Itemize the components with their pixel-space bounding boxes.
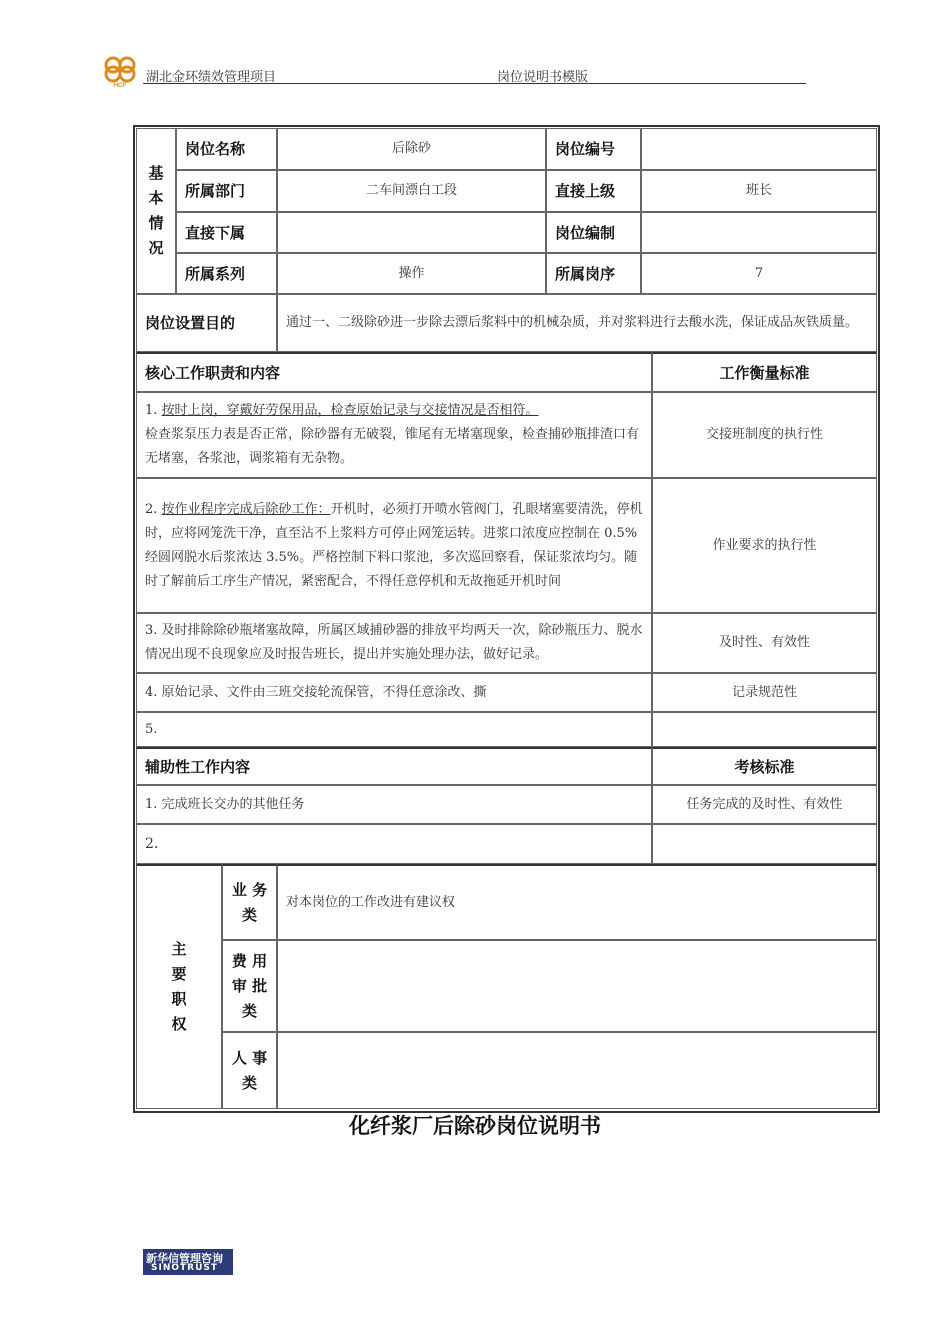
rank-label: 所属岗序	[546, 253, 641, 294]
core-item-2-body: 开机时，必须打开喷水管阀门，孔眼堵塞要清洗，停机时，应将网笼洗干净，直至沾不上浆料方可停止网笼运转。进浆口浓度应控制在 0.5%经圆网脱水后浆浓达 3.5%。严格控制下料口浆池，多次巡回察看，保证浆浓均匀。随时了解前后工序生产情况，紧密配合，不得任意停机和无故拖延开机时间	[145, 501, 643, 589]
series-label: 所属系列	[176, 253, 277, 294]
position-code-value	[641, 128, 877, 170]
sinotrust-logo	[143, 1249, 233, 1275]
core-item-1: 1. 按时上岗，穿戴好劳保用品，检查原始记录与交接情况是否相符。 检查浆泵压力表是否正常，除砂器有无破裂，锥尾有无堵塞现象，检查捕砂瓶排渣口有无堵塞，各浆池，调浆箱有无杂物。	[136, 392, 652, 478]
position-name-value: 后除砂	[277, 128, 546, 170]
direct-superior-value: 班长	[641, 170, 877, 212]
power-expense-label: 费 用 审 批 类	[222, 940, 277, 1032]
direct-subordinate-label: 直接下属	[176, 212, 277, 253]
core-item-3-body: 及时排除除砂瓶堵塞故障，所属区域捕砂器的排放平均两天一次，除砂瓶压力、脱水情况出现不良现象应及时报告班长，提出并实施处理办法，做好记录。	[145, 623, 643, 662]
headcount-value	[641, 212, 877, 253]
aux-standard-header: 考核标准	[652, 747, 877, 785]
hcf-logo	[100, 54, 140, 88]
header-divider	[143, 83, 806, 84]
powers-group-label: 主 要 职 权	[136, 864, 222, 1109]
aux-item-2: 2.	[136, 824, 652, 864]
aux-item-1-standard: 任务完成的及时性、有效性	[652, 785, 877, 824]
core-item-3: 3. 及时排除除砂瓶堵塞故障，所属区域捕砂器的排放平均两天一次，除砂瓶压力、脱水情况出现不良现象应及时报告班长，提出并实施处理办法，做好记录。	[136, 613, 652, 673]
power-personnel-label: 人 事 类	[222, 1032, 277, 1109]
purpose-text: 通过一、二级除砂进一步除去漂后浆料中的机械杂质，并对浆料进行去酸水洗，保证成品灰铁质量。	[277, 294, 877, 352]
core-item-1-heading: 按时上岗，穿戴好劳保用品，检查原始记录与交接情况是否相符。	[161, 403, 539, 418]
header-project-title: 湖北金环绩效管理项目	[146, 70, 277, 85]
core-item-4-body: 原始记录、文件由三班交接轮流保管，不得任意涂改、撕	[161, 684, 487, 700]
direct-superior-label: 直接上级	[546, 170, 641, 212]
core-item-5: 5.	[136, 712, 652, 747]
core-item-4: 4. 原始记录、文件由三班交接轮流保管，不得任意涂改、撕	[136, 673, 652, 712]
power-business-label: 业 务 类	[222, 864, 277, 940]
core-item-2-standard: 作业要求的执行性	[652, 478, 877, 613]
core-item-4-standard: 记录规范性	[652, 673, 877, 712]
core-standard-header: 工作衡量标准	[652, 352, 877, 392]
department-value: 二车间漂白工段	[277, 170, 546, 212]
aux-duties-header: 辅助性工作内容	[136, 747, 652, 785]
department-label: 所属部门	[176, 170, 277, 212]
power-expense-text	[277, 940, 877, 1032]
core-item-2-heading: 按作业程序完成后除砂工作：	[161, 501, 331, 517]
rank-value: 7	[641, 253, 877, 294]
document-title: 化纤浆厂后除砂岗位说明书	[349, 1114, 601, 1138]
header-doc-type: 岗位说明书模版	[497, 70, 589, 85]
basic-info-group-label: 基 本 情 况	[136, 128, 176, 294]
core-duties-header: 核心工作职责和内容	[136, 352, 652, 392]
core-item-2: 2. 按作业程序完成后除砂工作：开机时，必须打开喷水管阀门，孔眼堵塞要清洗，停机时，应将网笼洗干净，直至沾不上浆料方可停止网笼运转。进浆口浓度应控制在 0.5%经圆网脱水后浆浓达 3.5%。严格控制下料口浆池，多次巡回察看，保证浆浓均匀。随时了解前后工序生产情况，紧密配合，不得任意停机和无故拖延开机时间	[136, 478, 652, 613]
core-item-1-standard: 交接班制度的执行性	[652, 392, 877, 478]
core-item-3-standard: 及时性、有效性	[652, 613, 877, 673]
headcount-label: 岗位编制	[546, 212, 641, 253]
direct-subordinate-value	[277, 212, 546, 253]
position-code-label: 岗位编号	[546, 128, 641, 170]
core-item-1-body: 检查浆泵压力表是否正常，除砂器有无破裂，锥尾有无堵塞现象，检查捕砂瓶排渣口有无堵塞，各浆池，调浆箱有无杂物。	[145, 427, 640, 466]
sinotrust-logo-en: SINOTRUST	[151, 1263, 219, 1273]
power-personnel-text	[277, 1032, 877, 1109]
aux-item-2-standard	[652, 824, 877, 864]
series-value: 操作	[277, 253, 546, 294]
position-name-label: 岗位名称	[176, 128, 277, 170]
sinotrust-logo-cn: 新华信管理咨询	[146, 1252, 223, 1265]
hcf-logo-text: HCF	[113, 83, 127, 88]
aux-item-1: 1. 完成班长交办的其他任务	[136, 785, 652, 824]
purpose-label: 岗位设置目的	[136, 294, 277, 352]
core-item-5-standard	[652, 712, 877, 747]
power-business-text: 对本岗位的工作改进有建议权	[277, 864, 877, 940]
